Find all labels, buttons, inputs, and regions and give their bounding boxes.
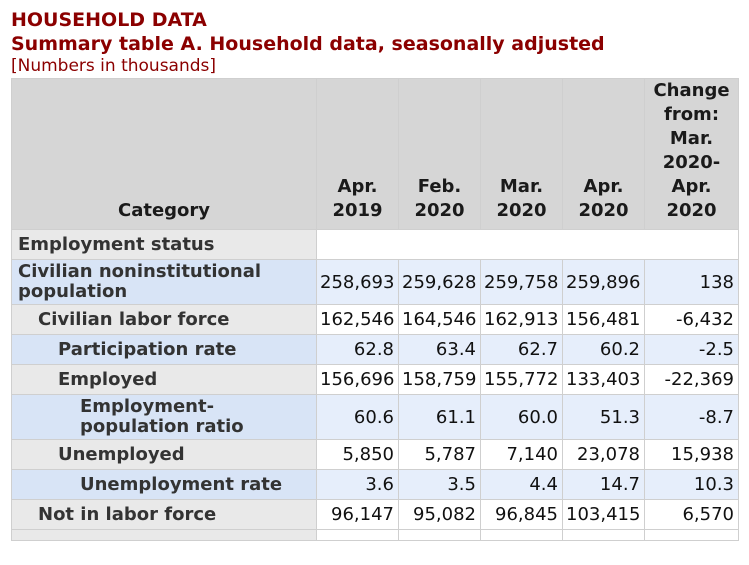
table-cell: 258,693 bbox=[317, 260, 399, 305]
table-cell: 156,481 bbox=[563, 305, 645, 335]
row-label: Unemployment rate bbox=[12, 470, 317, 500]
column-header-change-line: from: bbox=[663, 104, 720, 125]
column-header-year: 2019 bbox=[332, 200, 383, 221]
table-cell: 10.3 bbox=[645, 470, 739, 500]
row-label: Unemployed bbox=[12, 440, 317, 470]
table-cell: 60.0 bbox=[481, 395, 563, 440]
continued-cell bbox=[563, 530, 645, 541]
table-cell: 23,078 bbox=[563, 440, 645, 470]
table-cell: 4.4 bbox=[481, 470, 563, 500]
column-header-month: Apr. bbox=[583, 176, 624, 197]
continued-cell bbox=[481, 530, 563, 541]
column-header-month: Feb. bbox=[417, 176, 462, 197]
table-cell: 259,628 bbox=[399, 260, 481, 305]
row-label: Participation rate bbox=[12, 335, 317, 365]
table-cell: 164,546 bbox=[399, 305, 481, 335]
units-note: [Numbers in thousands] bbox=[11, 56, 217, 76]
continued-cell bbox=[317, 530, 399, 541]
table-cell: 5,850 bbox=[317, 440, 399, 470]
column-header-feb-2020 bbox=[399, 79, 481, 230]
page-title: HOUSEHOLD DATA bbox=[11, 9, 207, 31]
table-row-participation-rate bbox=[12, 335, 739, 365]
table-cell: 95,082 bbox=[399, 500, 481, 530]
table-cell: 259,896 bbox=[563, 260, 645, 305]
table-row-labor-force bbox=[12, 305, 739, 335]
column-header-year: 2020 bbox=[496, 200, 547, 221]
column-header-year: 2020 bbox=[414, 200, 465, 221]
table-cell: 60.6 bbox=[317, 395, 399, 440]
column-header-category bbox=[12, 79, 317, 230]
row-label: Employed bbox=[12, 365, 317, 395]
table-cell: 156,696 bbox=[317, 365, 399, 395]
table-row-unemployed bbox=[12, 440, 739, 470]
column-header-change bbox=[645, 79, 739, 230]
row-label: Civilian noninstitutional population bbox=[12, 260, 317, 305]
column-header-month: Mar. bbox=[499, 176, 544, 197]
continued-cell bbox=[399, 530, 481, 541]
table-cell: 62.7 bbox=[481, 335, 563, 365]
table-row-continued bbox=[12, 530, 739, 541]
table-cell: 51.3 bbox=[563, 395, 645, 440]
column-header-mar-2020 bbox=[481, 79, 563, 230]
table-row-employed bbox=[12, 365, 739, 395]
table-caption: Summary table A. Household data, seasonally adjusted bbox=[11, 33, 605, 55]
table-row-employment-population-ratio bbox=[12, 395, 739, 440]
table-cell: 60.2 bbox=[563, 335, 645, 365]
header-row bbox=[12, 79, 739, 230]
row-label: Employment status bbox=[12, 230, 317, 260]
table-cell: 6,570 bbox=[645, 500, 739, 530]
column-header-change-line: 2020- bbox=[662, 152, 721, 173]
table-row-employment-status bbox=[12, 230, 739, 260]
row-label: Not in labor force bbox=[12, 500, 317, 530]
table-cell: 3.5 bbox=[399, 470, 481, 500]
table-cell: 3.6 bbox=[317, 470, 399, 500]
table-cell: -6,432 bbox=[645, 305, 739, 335]
table-cell: 133,403 bbox=[563, 365, 645, 395]
row-label: Civilian labor force bbox=[12, 305, 317, 335]
table-cell: 14.7 bbox=[563, 470, 645, 500]
column-header-apr-2019 bbox=[317, 79, 399, 230]
table-cell: 63.4 bbox=[399, 335, 481, 365]
table-cell: -8.7 bbox=[645, 395, 739, 440]
table-cell: 162,546 bbox=[317, 305, 399, 335]
table-row-civilian-population bbox=[12, 260, 739, 305]
summary-table bbox=[11, 78, 739, 541]
table-cell: 61.1 bbox=[399, 395, 481, 440]
column-header-change-line: 2020 bbox=[666, 200, 717, 221]
household-data-panel bbox=[11, 8, 738, 541]
row-label: Employment-population ratio bbox=[12, 395, 317, 440]
column-header-month: Apr. bbox=[337, 176, 378, 197]
table-cell: -22,369 bbox=[645, 365, 739, 395]
table-cell: 162,913 bbox=[481, 305, 563, 335]
table-cell: 103,415 bbox=[563, 500, 645, 530]
table-cell: 259,758 bbox=[481, 260, 563, 305]
column-header-apr-2020 bbox=[563, 79, 645, 230]
table-cell: 7,140 bbox=[481, 440, 563, 470]
table-cell: 155,772 bbox=[481, 365, 563, 395]
table-cell: -2.5 bbox=[645, 335, 739, 365]
table-cell: 62.8 bbox=[317, 335, 399, 365]
section-blank bbox=[317, 230, 739, 260]
table-cell: 158,759 bbox=[399, 365, 481, 395]
continued-cell bbox=[12, 530, 317, 541]
column-header-change-line: Apr. bbox=[671, 176, 712, 197]
table-cell: 15,938 bbox=[645, 440, 739, 470]
column-header-change-line: Change bbox=[653, 80, 730, 101]
table-cell: 96,845 bbox=[481, 500, 563, 530]
table-cell: 96,147 bbox=[317, 500, 399, 530]
continued-cell bbox=[645, 530, 739, 541]
table-row-unemployment-rate bbox=[12, 470, 739, 500]
column-header-category-text: Category bbox=[117, 200, 211, 221]
table-cell: 5,787 bbox=[399, 440, 481, 470]
table-row-not-in-labor-force bbox=[12, 500, 739, 530]
column-header-year: 2020 bbox=[578, 200, 629, 221]
column-header-change-line: Mar. bbox=[669, 128, 714, 149]
table-cell: 138 bbox=[645, 260, 739, 305]
